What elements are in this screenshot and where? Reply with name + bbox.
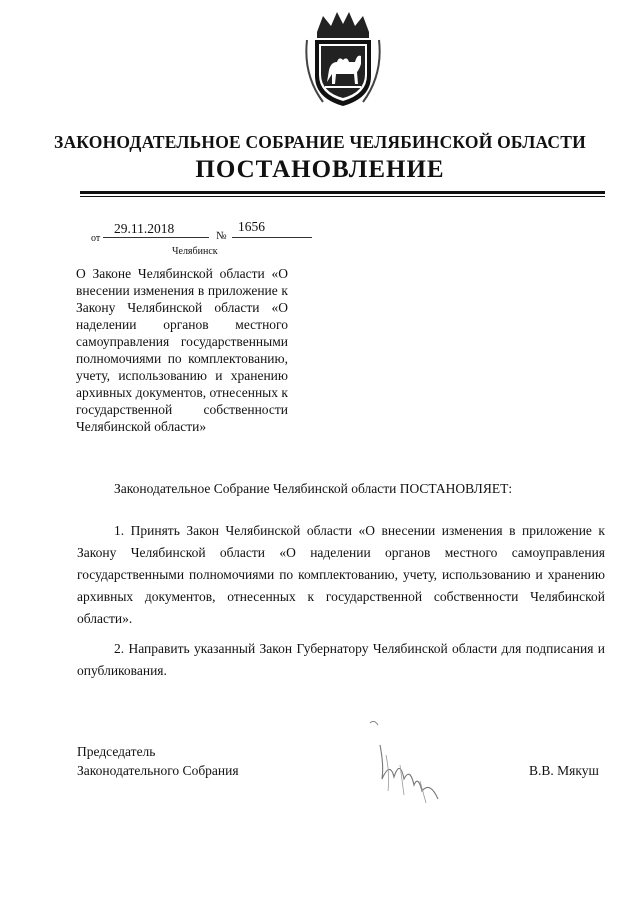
signatory-position-line2: Законодательного Собрания [77, 763, 239, 778]
preamble-text: Законодательное Собрание Челябинской области ПОСТАНОВЛЯЕТ: [114, 481, 513, 496]
date-prefix: от [91, 233, 101, 244]
resolution-body [77, 520, 605, 682]
handwritten-signature [360, 715, 470, 815]
document-number: 1656 [238, 219, 265, 234]
resolution-item-1: 1. Принять Закон Челябинской области «О внесении изменения в приложение к Закону Челябинской области «О наделении органов местного самоуправления государственными полномочиями по комплектованию, учету, использованию и хранению архивных документов, отнесенных к государственной собственности Челябинской области». [77, 523, 605, 626]
resolution-item-2: 2. Направить указанный Закон Губернатору Челябинской области для подписания и опубликования. [77, 641, 605, 678]
city-name: Челябинск [172, 246, 218, 257]
number-prefix: № [216, 230, 227, 242]
organization-title: ЗАКОНОДАТЕЛЬНОЕ СОБРАНИЕ ЧЕЛЯБИНСКОЙ ОБЛАСТИ [54, 132, 586, 152]
signatory-position-line1: Председатель [77, 744, 156, 759]
signatory-name: В.В. Мякуш [529, 763, 599, 778]
number-underline [232, 237, 312, 238]
date-underline [103, 237, 209, 238]
document-type-title: ПОСТАНОВЛЕНИЕ [195, 156, 445, 183]
signatory-position [77, 742, 239, 780]
document-subject: О Законе Челябинской области «О внесении изменения в приложение к Закону Челябинской области «О наделении органов местного самоуправления государственными полномочиями по комплектованию, учету, использованию и хранению архивных документов, отнесенных к государственной собственности Челябинской области» [76, 266, 288, 434]
coat-of-arms-emblem [303, 10, 383, 110]
header-rule-thin [80, 196, 605, 197]
document-date: 29.11.2018 [114, 221, 175, 236]
header-rule-thick [80, 191, 605, 194]
